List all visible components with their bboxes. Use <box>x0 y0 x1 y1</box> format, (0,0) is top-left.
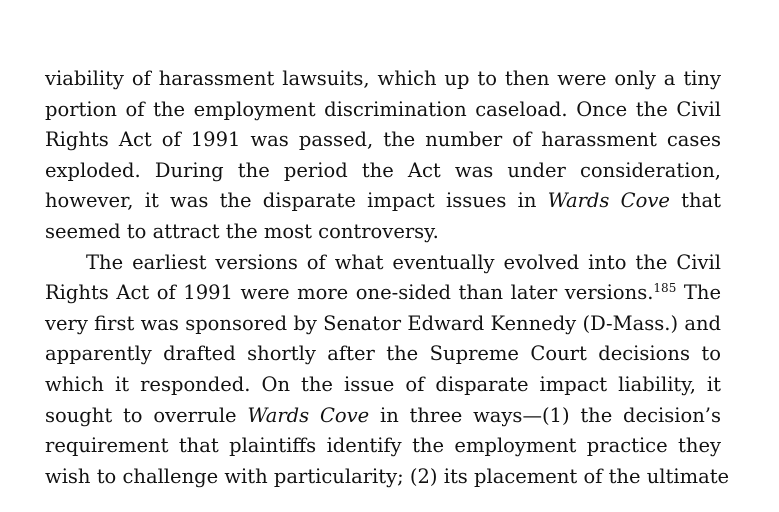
text-line: which it responded. On the issue of disparate impact liability, it <box>45 372 721 396</box>
case-name-italic: Wards Cove <box>247 403 370 427</box>
text-line: apparently drafted shortly after the Supreme Court decisions to <box>45 342 721 366</box>
document-page <box>45 64 730 492</box>
text-run: that <box>669 189 721 213</box>
text-line: viability of harassment lawsuits, which up to then were only a tiny <box>45 67 721 90</box>
text-run: sought to overrule <box>45 403 248 427</box>
text-run: however, it was the disparate impact issues in <box>45 189 548 213</box>
footnote-marker[interactable]: 185 <box>653 281 677 296</box>
text-line: portion of the employment discrimination caseload. Once the Civil <box>45 97 721 121</box>
text-run: The <box>676 281 721 305</box>
text-run: Rights Act of 1991 were more one-sided than later versions. <box>45 281 654 305</box>
text-line <box>45 401 721 432</box>
text-line: exploded. During the period the Act was under consideration, <box>45 158 721 182</box>
text-run: in three ways—(1) the decision’s <box>369 403 721 427</box>
text-line: The earliest versions of what eventually evolved into the Civil <box>86 250 721 274</box>
paragraph-1 <box>45 64 721 248</box>
text-line <box>45 278 721 309</box>
text-line: requirement that plaintiffs identify the employment practice they <box>45 434 721 458</box>
paragraph-2 <box>45 248 730 493</box>
text-line: Rights Act of 1991 was passed, the number of harassment cases <box>45 128 721 152</box>
text-line: wish to challenge with particularity; (2) its placement of the ultimate <box>45 464 730 488</box>
text-line <box>45 186 721 217</box>
text-line: very first was sponsored by Senator Edward Kennedy (D-Mass.) and <box>45 311 721 335</box>
case-name-italic: Wards Cove <box>547 189 670 213</box>
text-line: seemed to attract the most controversy. <box>45 219 439 243</box>
